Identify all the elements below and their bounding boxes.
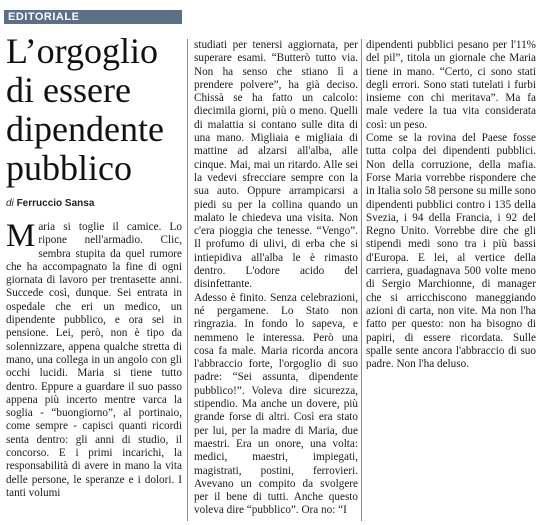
article-paragraph: Adesso è finito. Senza celebrazioni, né pergamene. Lo Stato non ringrazia. In fondo lo sapeva, e nemmeno le interessa. Però una cosa fa male. Maria ricorda ancora l'abbraccio forte, l'orgoglio di suo padre: “Sei assunta, dipendente pubblico!”. Voleva dire sicurezza, stipendio. Ma anche un dovere, più grande forse di altri. Così era stato per lui, per la madre di Maria, due maestri. Era un onore, una volta: medici, maestri, impiegati, magistrati, postini, ferrovieri. Avevano un compito da svolgere per il bene di tutti. Anche questo voleva dire “pubblico”. Ora no: “I [194,291,358,517]
article-paragraph: Come se la rovina del Paese fosse tutta colpa dei dipendenti pubblici. Non della corruzione, della mafia. Forse Maria vorrebbe rispondere che in Italia solo 58 persone su mille sono dipendenti pubblici contro i 135 della Svezia, i 94 della Francia, i 92 del Regno Unito. Vorrebbe dire che gli stipendi medi sono tra i più bassi d'Europa. E lei, al vertice della carriera, guadagnava 500 volte meno di Sergio Marchionne, di manager che si arricchiscono maneggiando azioni di carta, non vite. Ma non l'ha fatto per questo: non ha bisogno di papiri, di essere ricordata. Sulle spalle sente ancora l'abbraccio di suo padre. Non l'ha deluso. [366,132,536,369]
article-paragraph: Maria si toglie il camice. Lo ripone nell'armadio. Clic, sembra stupita da quel rumore che ha accompagnato la fine di ogni giornata di lavoro per trentasette anni. Succede così, dunque. Sei entrata in ospedale che eri un medico, un dipendente pubblico, e ora sei in pensione. Lei, però, non è tipo da solennizzare, appena qualche stretta di mano, una collega in un angolo con gli occhi lucidi. Maria si tiene tutto dentro. Eppure a guardare il suo passo appena più incerto mentre varca la soglia - “buongiorno”, al portinaio, come sempre - capisci quanti ricordi senta dentro: gli anni di studio, il concorso. E i primi incarichi, la responsabilità di avere in mano la vita delle persone, le speranze e i dolori. I tanti volumi [6,221,182,499]
article-headline: L’orgoglio di essere dipendente pubblico [6,31,164,188]
article-column-1 [6,221,182,521]
article-paragraph: studiati per tenersi aggiornata, per superare esami. “Butterò tutto via. Non ha senso che stiano lì a prendere polvere”, ha già deciso. Chissà se ha fatto un calcolo: diecimila giorni, più o meno. Quelli di malattia si contano sulle dita di una mano. Migliaia e migliaia di mattine ad alzarsi all'alba, alle cinque. Mai, mai un ritardo. Alle sei la vedevi sfrecciare sempre con la sua auto. Oppure arrampicarsi a piedi su per la collina quando un malato le chiedeva una visita. Non c'era pioggia che tenesse. “Vengo”. Il profumo di ulivi, di erba che si intiepidiva all'alba le è rimasto dentro. L'odore acido del disinfettante. [194,39,358,291]
byline [6,198,186,210]
section-label: EDITORIALE [4,10,182,24]
article-paragraph: dipendenti pubblici pesano per l'11% del pil”, titola un giornale che Maria tiene in mano. “Certo, ci sono stati degli errori. Sono stati tutelati i furbi insieme con chi meritava”. Ma fa male vedere la tua vita considerata così: un peso. [366,39,536,131]
byline-author: Ferruccio Sansa [16,198,95,209]
article-column-2 [194,39,358,521]
article-column-3 [366,39,536,369]
column-divider [361,39,362,521]
drop-cap: M [6,221,36,254]
byline-prefix: di [6,198,14,209]
column-divider [187,39,188,521]
